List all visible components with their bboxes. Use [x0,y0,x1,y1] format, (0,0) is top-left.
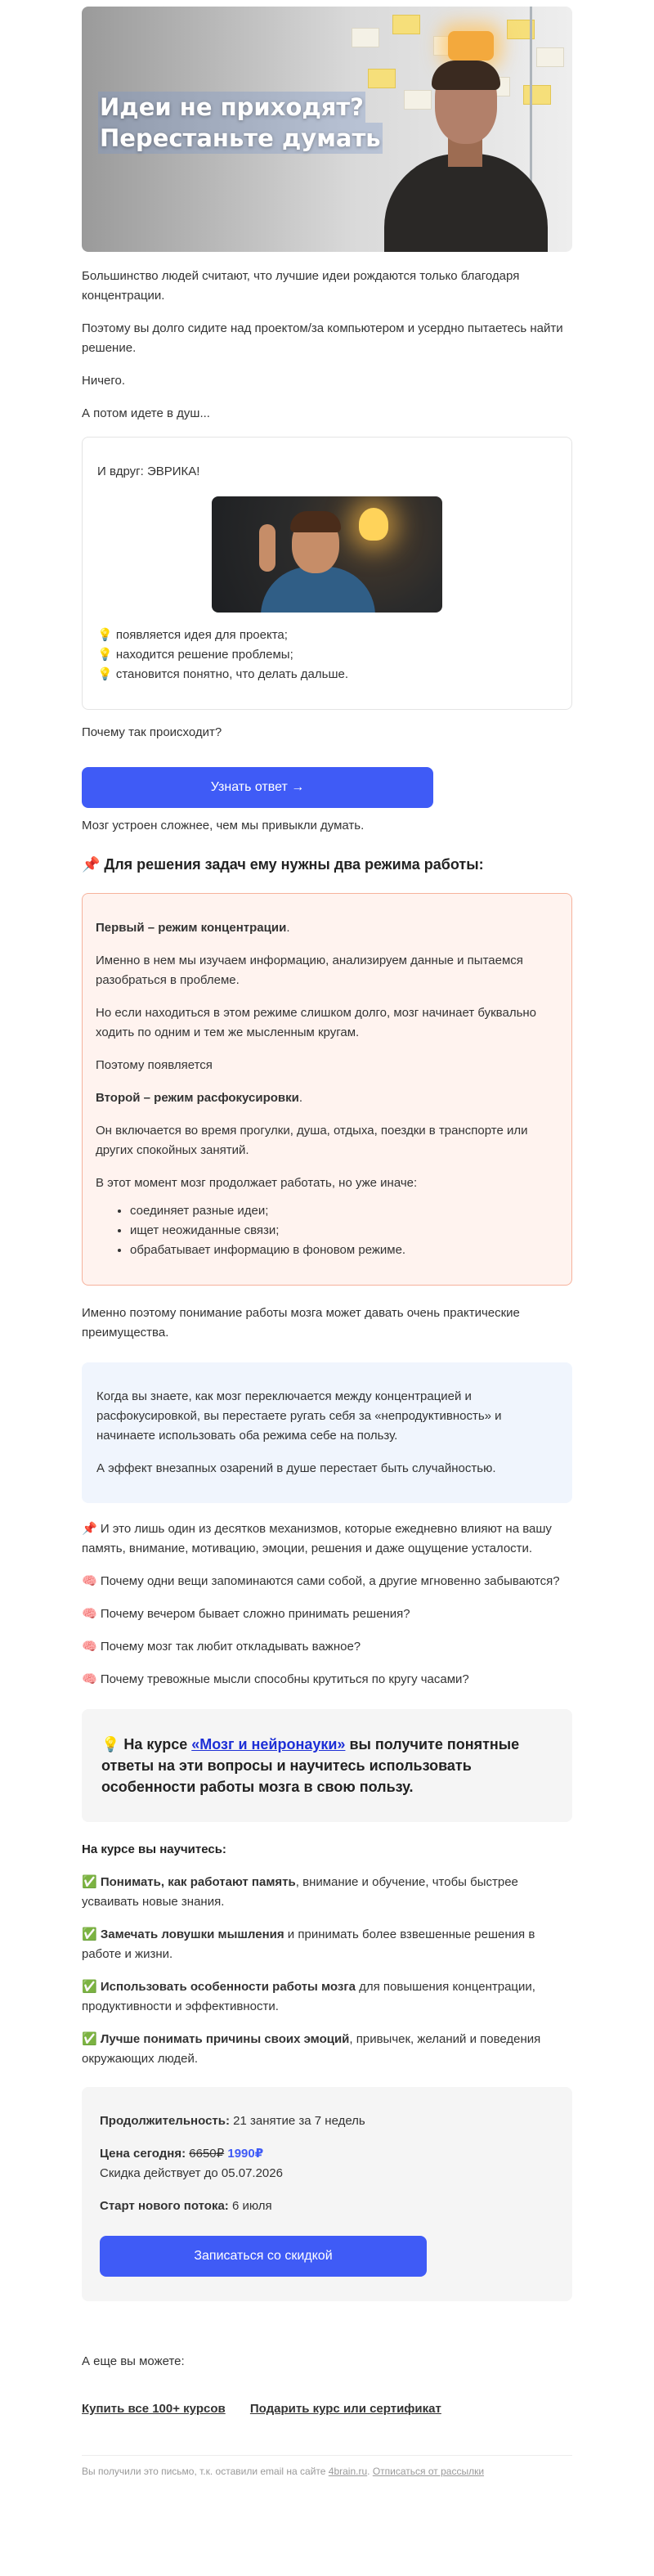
modes-heading: 📌 Для решения задач ему нужны два режима работы: [82,856,484,873]
brain-question: 🧠 Почему тревожные мысли способны крутиться по кругу часами? [82,1672,469,1686]
intro-paragraph: Поэтому вы долго сидите над проектом/за компьютером и усердно пытаетесь найти решение. [82,321,563,355]
list-item: • обрабатывает информацию в фоновом режиме. [130,1241,558,1260]
second-mode-title: Второй – режим расфокусировки. [96,1091,303,1105]
eureka-item: 💡 становится понятно, что делать дальше. [97,667,349,681]
hero-title [98,92,383,154]
insight-paragraph: Когда вы знаете, как мозг переключается между концентрацией и расфокусировкой, вы перестаете ругать себя за «непродуктивность» и начинаете использовать оба режима себе на пользу. [96,1389,502,1443]
first-mode-title: Первый – режим концентрации. [96,921,290,935]
brain-question: 🧠 Почему одни вещи запоминаются сами собой, а другие мгновенно забываются? [82,1574,560,1588]
list-item: • ищет неожиданные связи; [130,1221,558,1241]
first-mode-desc: Именно в нем мы изучаем информацию, анализируем данные и пытаемся разобраться в проблеме. [96,954,523,987]
offer-card [82,2087,572,2301]
brain-question: 🧠 Почему вечером бывает сложно принимать решения? [82,1607,410,1621]
also-text: А еще вы можете: [82,2354,185,2368]
man-photo [384,154,548,252]
eureka-man-image [212,496,442,613]
second-mode-list [96,1201,558,1260]
learn-item: ✅ Замечать ловушки мышления и принимать более взвешенные решения в работе и жизни. [82,1928,535,1961]
footer: Вы получили это письмо, т.к. оставили email на сайте 4brain.ru. Отписаться от рассылки [82,2466,485,2477]
email-body [82,0,572,2490]
modes-card [82,893,572,1286]
old-price: 6650₽ [189,2147,225,2161]
hero-banner [82,7,572,252]
eureka-item: 💡 находится решение проблемы; [97,648,293,662]
discount-until: Скидка действует до 05.07.2026 [100,2166,283,2180]
eureka-heading: И вдруг: ЭВРИКА! [97,464,200,478]
hero-title-line-1: Идеи не приходят? [100,93,364,121]
hero-title-line-2: Перестаньте думать [100,124,381,152]
price-line: Цена сегодня: 6650₽ 1990₽ Скидка действует до 05.07.2026 [100,2147,283,2180]
second-mode-more: В этот момент мозг продолжает работать, но уже иначе: [96,1176,418,1190]
site-link[interactable]: 4brain.ru [328,2466,368,2477]
start-line: Старт нового потока: 6 июля [100,2199,272,2213]
lightbulb-icon [359,508,388,541]
learn-title: На курсе вы научитесь: [82,1842,226,1856]
new-price: 1990₽ [227,2147,264,2161]
insight-card [82,1362,572,1503]
intro-paragraph: Большинство людей считают, что лучшие идеи рождаются только благодаря концентрации. [82,269,520,303]
appears-text: Поэтому появляется [96,1058,213,1072]
buy-all-courses-link[interactable]: Купить все 100+ курсов [82,2402,226,2416]
mechanisms-text: 📌 И это лишь один из десятков механизмов, которые ежедневно влияют на вашу память, внимание, мотивацию, эмоции, решения и даже ощущение усталости. [82,1522,552,1555]
second-mode-desc: Он включается во время прогулки, душа, отдыха, поездки в транспорте или других спокойных занятий. [96,1124,528,1157]
eureka-item: 💡 появляется идея для проекта; [97,628,288,642]
learn-item: ✅ Понимать, как работают память, внимание и обучение, чтобы быстрее усваивать новые знания. [82,1875,518,1909]
learn-item: ✅ Использовать особенности работы мозга для повышения концентрации, продуктивности и эффективности. [82,1980,535,2013]
question-text: Почему так происходит? [82,725,222,739]
learn-list [82,1873,572,2069]
intro-paragraph: А потом идете в душ... [82,406,210,420]
duration-line: Продолжительность: 21 занятие за 7 недель [100,2114,365,2128]
answer-button[interactable]: Узнать ответ → [82,767,433,808]
insight-paragraph: А эффект внезапных озарений в душе перестает быть случайностью. [96,1461,496,1475]
learn-item: ✅ Лучше понимать причины своих эмоций, привычек, желаний и поведения окружающих людей. [82,2032,541,2066]
divider [82,2455,572,2456]
first-mode-warning: Но если находиться в этом режиме слишком долго, мозг начинает буквально ходить по одним и тем же мысленным кругам. [96,1006,537,1039]
glowing-puzzle-icon [448,31,494,61]
eureka-card [82,437,572,710]
intro-paragraph: Ничего. [82,374,126,388]
benefit-text: Именно поэтому понимание работы мозга может давать очень практические преимущества. [82,1306,520,1340]
unsubscribe-link[interactable]: Отписаться от рассылки [372,2466,485,2477]
brain-question: 🧠 Почему мозг так любит откладывать важное? [82,1640,361,1654]
enroll-discount-button[interactable]: Записаться со скидкой [100,2236,427,2277]
course-link[interactable]: «Мозг и нейронауки» [191,1736,346,1752]
brain-text: Мозг устроен сложнее, чем мы привыкли думать. [82,819,365,832]
course-promo: 💡 На курсе «Мозг и нейронауки» вы получите понятные ответы на эти вопросы и научитесь использовать особенности работы мозга в свою пользу. [82,1709,572,1822]
extra-links [82,2399,572,2419]
gift-course-link[interactable]: Подарить курс или сертификат [249,2402,441,2416]
list-item: • соединяет разные идеи; [130,1201,558,1221]
